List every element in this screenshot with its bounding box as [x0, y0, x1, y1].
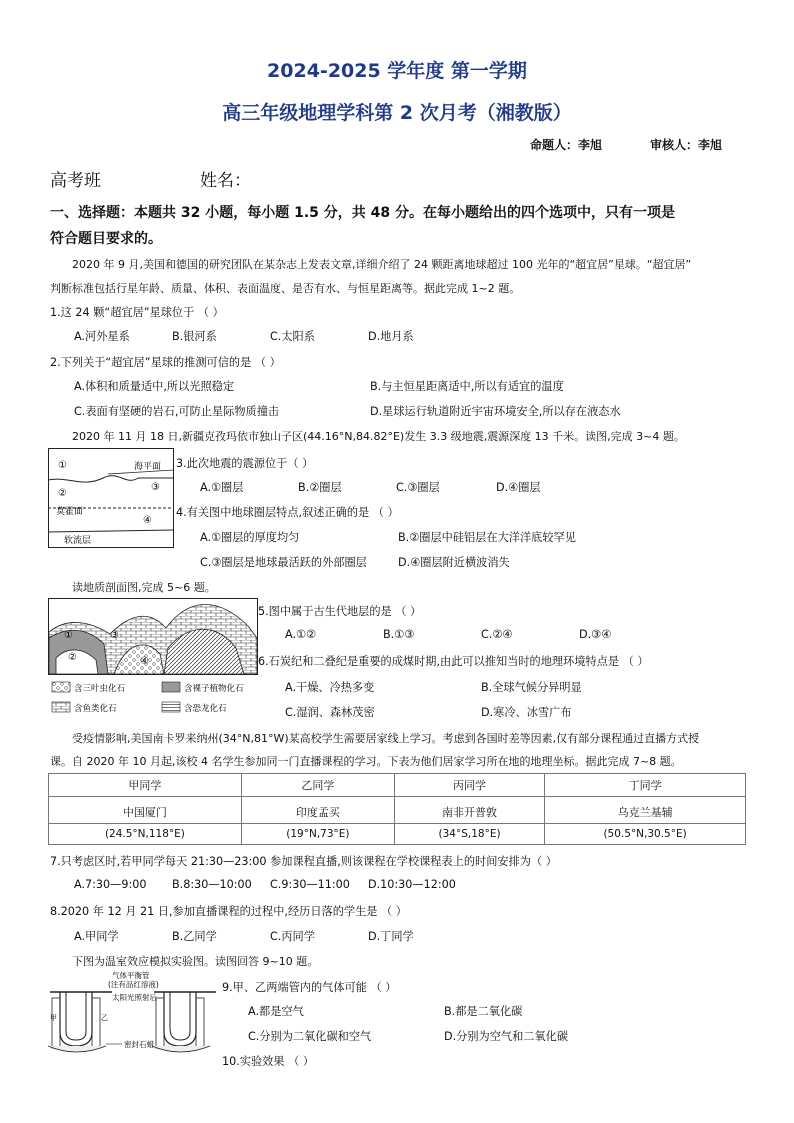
greenhouse-experiment-figure	[46, 970, 222, 1060]
q6-option-c[interactable]: C.湿润、森林茂密	[285, 706, 375, 719]
author-label: 命题人：李旭	[530, 138, 603, 152]
q3-option-c[interactable]: C.③圈层	[396, 481, 440, 494]
q5-option-c[interactable]: C.②④	[481, 628, 513, 641]
right-u-tube-outer	[164, 992, 196, 1046]
q5-stem: 5.图中属于古生代地层的是 （ ）	[258, 605, 422, 618]
right-u-tube-inner	[170, 992, 190, 1040]
passage4-line2: 课。自 2020 年 10 月起,该校 4 名学生参加同一门直播课程的学习。下表为他们居家学习所在地的地理坐标。据此完成 7~8 题。	[50, 755, 682, 768]
q6-stem: 6.石炭纪和二叠纪是重要的成煤时期,由此可以推知当时的地理环境特点是 （ ）	[258, 655, 649, 668]
q4-option-d[interactable]: D.④圈层附近横波消失	[398, 556, 510, 569]
right-tube-yi	[196, 998, 204, 1048]
q8-option-c[interactable]: C.丙同学	[270, 930, 315, 943]
q3-stem: 3.此次地震的震源位于（ ）	[176, 457, 314, 470]
student-coordinates-table	[48, 773, 746, 845]
q10-stem: 10.实验效果 （ ）	[222, 1055, 315, 1068]
name-label: 姓名：	[200, 171, 251, 191]
q7-option-a[interactable]: A.7:30—9:00	[74, 878, 147, 891]
q5-option-a[interactable]: A.①②	[285, 628, 317, 641]
q8-option-b[interactable]: B.乙同学	[172, 930, 217, 943]
passage2: 2020 年 11 月 18 日,新疆克孜玛依市独山子区(44.16°N,84.82°E)发生 3.3 级地震,震源深度 13 千米。读图,完成 3~4 题。	[72, 430, 685, 443]
left-u-tube-inner	[66, 992, 86, 1040]
author-line	[530, 136, 722, 153]
q9-option-c[interactable]: C.分别为二氧化碳和空气	[248, 1030, 372, 1043]
q2-option-b[interactable]: B.与主恒星距离适中,所以有适宜的温度	[370, 380, 564, 393]
table-header-row	[49, 774, 746, 797]
left-tube-yi	[92, 998, 100, 1048]
fig1-label-1: ①	[58, 460, 67, 471]
legend-dinosaur-swatch	[162, 702, 180, 712]
table-cell-city: 中国厦门	[49, 797, 242, 824]
q6-option-a[interactable]: A.干燥、冷热多变	[285, 681, 375, 694]
q9-stem: 9.甲、乙两端管内的气体可能 （ ）	[222, 981, 397, 994]
table-cell-city: 南非开普敦	[394, 797, 544, 824]
legend-trilobite-swatch	[52, 682, 70, 692]
passage1-line2: 判断标准包括行星年龄、质量、体积、表面温度、是否有水、与恒星距离等。据此完成 1~2 题。	[50, 282, 521, 295]
q3-option-d[interactable]: D.④圈层	[496, 481, 541, 494]
left-wax-seal	[48, 1046, 106, 1052]
table-header-cell: 丙同学	[394, 774, 544, 797]
fig1-label-4: ④	[143, 515, 152, 526]
q1-option-b[interactable]: B.银河系	[172, 330, 217, 343]
q7-option-c[interactable]: C.9:30—11:00	[270, 878, 350, 891]
fig3-balance-tube: 气体平衡管	[112, 971, 150, 980]
q1-stem: 1.这 24 颗“超宜居”星球位于 （ ）	[50, 306, 224, 319]
earth-layers-figure	[48, 448, 174, 548]
q2-option-d[interactable]: D.星球运行轨道附近宇宙环境安全,所以存在液态水	[370, 405, 621, 418]
legend-fish-label: 含鱼类化石	[74, 704, 117, 714]
legend-gymnosperm-label: 含裸子植物化石	[184, 684, 244, 694]
passage3: 读地质剖面图,完成 5~6 题。	[72, 581, 216, 594]
table-cell-coord: (34°S,18°E)	[394, 824, 544, 845]
legend-trilobite-label: 含三叶虫化石	[74, 684, 126, 694]
table-cell-coord: (50.5°N,30.5°E)	[545, 824, 746, 845]
q6-option-b[interactable]: B.全球气候分异明显	[481, 681, 582, 694]
reviewer-label: 审核人：李旭	[650, 138, 723, 152]
q9-option-a[interactable]: A.都是空气	[248, 1005, 304, 1018]
q3-option-b[interactable]: B.②圈层	[298, 481, 342, 494]
table-header-cell: 乙同学	[241, 774, 394, 797]
q8-stem: 8.2020 年 12 月 21 日,参加直播课程的过程中,经历日落的学生是 （ ）	[50, 905, 407, 918]
q4-stem: 4.有关图中地球圈层特点,叙述正确的是 （ ）	[176, 506, 399, 519]
legend-fish-swatch	[52, 702, 70, 712]
q7-option-b[interactable]: B.8:30—10:00	[172, 878, 252, 891]
section-heading-line2: 符合题目要求的。	[50, 231, 162, 247]
fig3-after-sunlight: 太阳光照射后	[112, 993, 157, 1002]
passage4-line1: 受疫情影响,美国南卡罗来纳州(34°N,81°W)某高校学生需要居家线上学习。考虑到各国时差等因素,仅有部分课程通过直播方式授	[72, 732, 700, 745]
q7-option-d[interactable]: D.10:30—12:00	[368, 878, 456, 891]
q5-option-b[interactable]: B.①③	[383, 628, 415, 641]
table-header-cell: 丁同学	[545, 774, 746, 797]
fig2-label-4: ④	[140, 656, 149, 667]
fig1-label-2: ②	[58, 488, 67, 499]
table-cell-coord: (24.5°N,118°E)	[49, 824, 242, 845]
passage1-line1: 2020 年 9 月,美国和德国的研究团队在某杂志上发表文章,详细介绍了 24 颗距离地球超过 100 光年的“超宜居”星球。“超宜居”	[72, 258, 692, 271]
left-u-tube-outer	[60, 992, 92, 1046]
q1-option-c[interactable]: C.太阳系	[270, 330, 315, 343]
fig2-label-2: ②	[68, 652, 77, 663]
fig3-yi: 乙	[101, 1014, 108, 1022]
q2-option-a[interactable]: A.体积和质量适中,所以光照稳定	[74, 380, 235, 393]
legend-gymnosperm-swatch	[162, 682, 180, 692]
q7-stem: 7.只考虑区时,若甲同学每天 21:30—23:00 参加课程直播,则该课程在学校课程表上的时间安排为（ ）	[50, 855, 557, 868]
section-heading-line1: 一、选择题：本题共 32 小题，每小题 1.5 分，共 48 分。在每小题给出的四个选项中，只有一项是	[50, 205, 676, 221]
q8-option-a[interactable]: A.甲同学	[74, 930, 119, 943]
table-row	[49, 824, 746, 845]
fig1-label-3: ③	[151, 482, 160, 493]
class-label: 高考班	[50, 171, 101, 191]
q2-option-c[interactable]: C.表面有坚硬的岩石,可防止星际物质撞击	[74, 405, 280, 418]
fig2-label-3: ③	[110, 630, 119, 641]
q4-option-c[interactable]: C.③圈层是地球最活跃的外部圈层	[200, 556, 367, 569]
exam-title-line1: 2024-2025 学年度 第一学期	[267, 60, 527, 82]
q1-option-d[interactable]: D.地月系	[368, 330, 414, 343]
fig1-asthenosphere: 软流层	[64, 536, 92, 546]
q4-option-b[interactable]: B.②圈层中硅铝层在大洋洋底较罕见	[398, 531, 576, 544]
table-cell-city: 印度孟买	[241, 797, 394, 824]
table-cell-city: 乌克兰基辅	[545, 797, 746, 824]
q8-option-d[interactable]: D.丁同学	[368, 930, 414, 943]
q9-option-d[interactable]: D.分别为空气和二氧化碳	[444, 1030, 569, 1043]
fig1-sea-level: 海平面	[134, 462, 162, 472]
fig2-label-1: ①	[64, 630, 73, 641]
table-header-cell: 甲同学	[49, 774, 242, 797]
q4-option-a[interactable]: A.①圈层的厚度均匀	[200, 531, 300, 544]
fig3-wax-seal: 密封石蜡	[124, 1040, 154, 1049]
right-wax-seal	[152, 1046, 210, 1052]
table-cell-coord: (19°N,73°E)	[241, 824, 394, 845]
q2-stem: 2.下列关于“超宜居”星球的推测可信的是 （ ）	[50, 356, 281, 369]
q6-option-d[interactable]: D.寒冷、冰雪广布	[481, 706, 572, 719]
left-tube-jia	[52, 998, 60, 1048]
q5-option-d[interactable]: D.③④	[579, 628, 612, 641]
exam-title-line2: 高三年级地理学科第 2 次月考（湘教版）	[222, 102, 572, 124]
fig3-magenta-solution: (注有品红溶液)	[108, 980, 159, 989]
legend-dinosaur-label: 含恐龙化石	[184, 704, 227, 714]
right-tube-jia	[156, 998, 164, 1048]
passage5: 下图为温室效应模拟实验图。读图回答 9~10 题。	[72, 955, 319, 968]
fig1-moho: 莫霍面	[56, 507, 84, 517]
q3-option-a[interactable]: A.①圈层	[200, 481, 244, 494]
fig3-jia: 甲	[50, 1014, 57, 1022]
table-row	[49, 797, 746, 824]
q1-option-a[interactable]: A.河外星系	[74, 330, 130, 343]
q9-option-b[interactable]: B.都是二氧化碳	[444, 1005, 523, 1018]
geologic-section-figure	[48, 598, 258, 720]
